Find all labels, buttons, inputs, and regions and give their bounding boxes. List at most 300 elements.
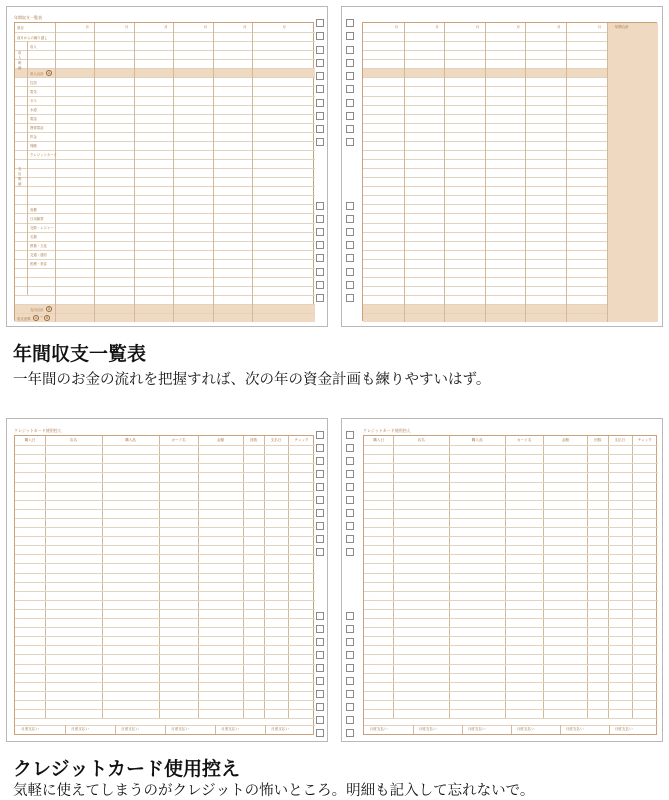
column-header: 購入日 — [24, 438, 36, 442]
date-dots: · · — [20, 556, 23, 561]
binder-hole-icon — [316, 85, 324, 93]
grid-row-line — [15, 304, 315, 305]
binder-hole-icon — [316, 241, 324, 249]
grid-row-line — [15, 545, 315, 546]
grid-row-line — [15, 673, 315, 674]
grid-row-line — [364, 600, 658, 601]
date-dots: · · — [369, 456, 372, 461]
section1-subtitle: 一年間のお金の流れを把握すれば、次の年の資金計画も練りやすいはず。 — [13, 372, 491, 388]
column-header: 回数 — [249, 438, 258, 442]
grid-col-line — [45, 436, 46, 718]
grid-col-line — [252, 23, 253, 322]
grid-row-line — [15, 223, 315, 224]
grid-row-line — [15, 500, 315, 501]
grid-col-line — [288, 436, 289, 718]
binder-hole-icon — [316, 268, 324, 276]
grid-col-line — [243, 436, 244, 718]
binder-hole-icon — [316, 716, 324, 724]
grid-row-line — [364, 582, 658, 583]
binder-hole-icon — [316, 638, 324, 646]
binder-hole-icon — [346, 46, 354, 54]
date-dots: · · — [369, 493, 372, 498]
binder-hole-icon — [316, 548, 324, 556]
grid-row-line — [364, 709, 658, 710]
grid-row-line — [15, 132, 315, 133]
binder-hole-icon — [346, 677, 354, 685]
expense-row-label: ガス — [30, 99, 37, 104]
date-dots: · · — [20, 684, 23, 689]
expense-row-label: 交通・通信 — [30, 253, 47, 258]
date-dots: · · — [369, 693, 372, 698]
binder-hole-icon — [346, 444, 354, 452]
annual-grid-left — [14, 22, 314, 321]
grid-row-line — [15, 491, 315, 492]
date-dots: · · — [369, 656, 372, 661]
binder-hole-icon — [316, 483, 324, 491]
date-dots: · · — [369, 447, 372, 452]
binder-hole-icon — [316, 651, 324, 659]
footer-label: 月度支払い — [71, 727, 89, 732]
binder-hole-icon — [346, 664, 354, 672]
month-header: 月 — [203, 25, 208, 29]
month-header: 月 — [597, 25, 602, 29]
grid-row-line — [364, 682, 658, 683]
binder-hole-icon — [346, 99, 354, 107]
grid-row-line — [15, 691, 315, 692]
column-header: 金額 — [216, 438, 225, 442]
date-dots: · · — [369, 520, 372, 525]
column-header: 購入品 — [125, 438, 136, 442]
month-header: 月 — [435, 25, 439, 29]
binder-hole-icon — [346, 294, 354, 302]
binder-hole-icon — [316, 729, 324, 737]
binder-hole-icon — [346, 522, 354, 530]
grid-col-line — [173, 23, 174, 322]
binder-hole-icon — [316, 112, 324, 120]
grid-row-line — [364, 700, 658, 701]
grid-col-line — [449, 436, 450, 718]
binder-hole-icon — [346, 228, 354, 236]
date-dots: · · — [20, 656, 23, 661]
binder-hole-icon — [316, 46, 324, 54]
date-dots: · · — [369, 529, 372, 534]
expense-row-label: 衣類 — [30, 235, 37, 240]
sheet-title: 年間収支一覧表 — [14, 15, 42, 20]
footer-label: 月度支払い — [369, 727, 388, 732]
date-dots: · · — [20, 474, 23, 479]
expense-row-label: 食費 — [30, 207, 37, 212]
binder-hole-icon — [316, 690, 324, 698]
binder-hole-icon — [316, 281, 324, 289]
date-dots: · · — [20, 666, 23, 670]
expense-row-label: 水道 — [30, 108, 37, 113]
date-dots: · · — [369, 638, 372, 643]
expense-row-label: 教養・文化 — [30, 244, 47, 249]
binder-hole-icon — [316, 677, 324, 685]
grid-col-line — [525, 23, 526, 322]
header-item: 項目 — [17, 26, 24, 30]
grid-row-line — [15, 509, 315, 510]
income-total-band — [15, 68, 315, 77]
date-dots: · · — [369, 556, 372, 561]
month-header: 月 — [124, 25, 129, 29]
grid-row-line — [15, 159, 315, 160]
grid-row-line — [15, 682, 315, 683]
grid-row-line — [15, 86, 315, 87]
section1-title: 年間収支一覧表 — [13, 343, 147, 365]
binder-hole-icon — [346, 470, 354, 478]
balance-minus: − — [40, 315, 43, 320]
column-header: 店名 — [417, 438, 425, 442]
credit-sheet-right — [341, 418, 663, 742]
date-dots: · · — [369, 502, 372, 507]
binder-hole-icon — [346, 638, 354, 646]
grid-col-line — [159, 436, 160, 718]
grid-row-line — [364, 627, 658, 628]
expense-row-label: 電気 — [30, 89, 37, 94]
grid-row-line — [364, 664, 658, 665]
grid-row-line — [15, 454, 315, 455]
expense-row-label: 住居 — [30, 80, 37, 85]
binder-hole-icon — [346, 19, 354, 27]
grid-row-line — [15, 627, 315, 628]
grid-row-line — [15, 573, 315, 574]
grid-row-line — [364, 545, 658, 546]
grid-row-line — [15, 150, 315, 151]
date-dots: · · — [369, 666, 372, 670]
expense-row-label: 貯金 — [30, 135, 37, 140]
date-dots: · · — [369, 684, 372, 689]
grid-row-line — [15, 250, 315, 251]
section2-title: クレジットカード使用控え — [13, 758, 240, 780]
binder-hole-icon — [316, 72, 324, 80]
month-header: 月 — [242, 25, 247, 29]
date-dots: · · — [369, 702, 372, 707]
grid-row-line — [364, 573, 658, 574]
binder-hole-icon — [346, 690, 354, 698]
grid-row-line — [15, 259, 315, 260]
date-dots: · · — [20, 447, 23, 452]
month-header: 月 — [282, 25, 286, 29]
grid-col-line — [543, 436, 544, 718]
credit-grid-left — [14, 435, 314, 735]
expense-group-label: 支出明細 — [18, 167, 22, 187]
grid-col-line — [55, 23, 56, 322]
binder-hole-icon — [346, 72, 354, 80]
grid-row-line — [364, 463, 658, 464]
date-dots: · · — [20, 675, 23, 680]
row-carry-label: 前月からの繰り越し — [17, 35, 48, 40]
grid-row-line — [15, 286, 315, 287]
grid-row-line — [15, 636, 315, 637]
grid-col-line — [566, 23, 567, 322]
binder-hole-icon — [316, 496, 324, 504]
row-income-total-label: 収入合計 — [30, 71, 44, 76]
grid-col-line — [213, 23, 214, 322]
date-dots: · · — [20, 465, 23, 470]
grid-row-line — [364, 563, 658, 564]
binder-hole-icon — [316, 32, 324, 40]
grid-row-line — [15, 463, 315, 464]
grid-row-line — [15, 114, 315, 115]
date-dots: · · — [369, 593, 372, 598]
date-dots: · · — [369, 575, 372, 579]
grid-row-line — [15, 664, 315, 665]
date-dots: · · — [20, 702, 23, 707]
grid-col-line — [404, 23, 405, 322]
grid-col-line — [198, 436, 199, 718]
expense-row-label: 医療・美容 — [30, 262, 47, 267]
grid-row-line — [15, 105, 315, 106]
footer-label: 月度支払い — [121, 727, 139, 732]
column-header: 支払日 — [614, 438, 626, 442]
grid-row-line — [15, 313, 315, 314]
grid-col-line — [27, 41, 28, 295]
grid-row-line — [364, 536, 658, 537]
grid-row-line — [364, 472, 658, 473]
date-dots: · · — [20, 484, 23, 488]
binder-hole-icon — [316, 522, 324, 530]
grid-row-line — [15, 718, 315, 719]
binder-hole-icon — [316, 703, 324, 711]
date-dots: · · — [20, 693, 23, 698]
grid-row-line — [364, 500, 658, 501]
month-header: 月 — [164, 25, 168, 29]
binder-hole-icon — [346, 509, 354, 517]
expense-total-mark: B — [48, 307, 51, 312]
date-dots: · · — [20, 584, 23, 589]
date-dots: · · — [369, 602, 372, 607]
grid-col-line — [444, 23, 445, 322]
binder-hole-icon — [346, 59, 354, 67]
column-header: チェック — [294, 438, 309, 442]
annual-sheet-left — [6, 6, 328, 327]
binder-hole-icon — [346, 268, 354, 276]
date-dots: · · — [20, 647, 23, 652]
footer-label: 月度支払い — [171, 727, 189, 732]
grid-row-line — [15, 482, 315, 483]
footer-label: 月度支払い — [467, 727, 486, 732]
binder-hole-icon — [346, 125, 354, 133]
binder-hole-icon — [316, 444, 324, 452]
expense-row-label: 電話 — [30, 117, 37, 122]
date-dots: · · — [369, 465, 372, 470]
year-total-column — [607, 23, 658, 322]
binder-hole-icon — [346, 703, 354, 711]
date-dots: · · — [20, 575, 23, 579]
grid-row-line — [364, 645, 658, 646]
grid-row-line — [364, 636, 658, 637]
binder-hole-icon — [346, 496, 354, 504]
date-dots: · · — [20, 638, 23, 643]
column-header: チェック — [637, 438, 652, 442]
income-group-label: 収入明細 — [18, 51, 22, 71]
grid-row-line — [15, 709, 315, 710]
grid-row-line — [364, 527, 658, 528]
grid-col-line — [134, 23, 135, 322]
month-header: 月 — [85, 25, 89, 29]
date-dots: · · — [369, 565, 372, 570]
date-dots: · · — [369, 675, 372, 680]
expense-row-label: 日用雑貨 — [30, 216, 44, 221]
expense-row-label: 携帯電話 — [30, 126, 44, 131]
grid-row-line — [364, 718, 658, 719]
income-total-mark: A — [48, 71, 51, 76]
footer-label: 月度支払い — [614, 727, 633, 732]
month-header: 月 — [557, 25, 561, 29]
binder-hole-icon — [346, 112, 354, 120]
grid-row-line — [15, 700, 315, 701]
binder-hole-icon — [316, 99, 324, 107]
grid-row-line — [15, 527, 315, 528]
binder-hole-icon — [346, 85, 354, 93]
footer-label: 月度支払い — [21, 727, 39, 732]
grid-col-line — [632, 436, 633, 718]
grid-row-line — [15, 177, 315, 178]
column-header: 店名 — [69, 438, 78, 442]
binder-hole-icon — [316, 457, 324, 465]
grid-row-line — [364, 445, 658, 446]
binder-hole-icon — [316, 202, 324, 210]
expense-row-label: 保険 — [30, 144, 37, 149]
grid-row-line — [15, 618, 315, 619]
binder-hole-icon — [346, 457, 354, 465]
binder-hole-icon — [316, 19, 324, 27]
column-header: 支払日 — [270, 438, 282, 442]
date-dots: · · — [369, 647, 372, 652]
year-total-header: 年間合計 — [614, 25, 629, 29]
grid-row-line — [15, 68, 315, 69]
binder-hole-icon — [346, 281, 354, 289]
date-dots: · · — [20, 529, 23, 534]
binder-hole-icon — [316, 470, 324, 478]
binder-hole-icon — [346, 483, 354, 491]
column-header: 購入日 — [373, 438, 385, 442]
binder-hole-icon — [346, 612, 354, 620]
grid-row-line — [364, 454, 658, 455]
grid-row-line — [15, 591, 315, 592]
grid-row-line — [15, 168, 315, 169]
binder-hole-icon — [346, 138, 354, 146]
binder-hole-icon — [316, 254, 324, 262]
grid-row-line — [15, 204, 315, 205]
column-header: 回数 — [594, 438, 602, 442]
grid-row-line — [364, 509, 658, 510]
grid-row-line — [364, 491, 658, 492]
row-balance-label: 収支決算 — [17, 316, 31, 321]
date-dots: · · — [20, 620, 23, 625]
grid-row-line — [364, 482, 658, 483]
sheet-title: クレジットカード使用控え — [14, 428, 62, 433]
grid-col-line — [264, 436, 265, 718]
date-dots: · · — [369, 547, 372, 552]
binder-hole-icon — [316, 215, 324, 223]
footer-label: 月度支払い — [271, 727, 289, 732]
grid-col-line — [607, 23, 608, 322]
binder-hole-icon — [316, 138, 324, 146]
date-dots: · · — [369, 511, 372, 516]
date-dots: · · — [20, 629, 23, 634]
date-dots: · · — [369, 611, 372, 616]
sheet-title: クレジットカード使用控え — [363, 428, 411, 433]
annual-sheet-right — [341, 6, 663, 327]
grid-col-line — [94, 23, 95, 322]
binder-hole-icon — [346, 548, 354, 556]
expense-row-label: クレジットカード — [30, 153, 57, 158]
grid-row-line — [15, 41, 315, 42]
binder-hole-icon — [316, 59, 324, 67]
binder-hole-icon — [346, 716, 354, 724]
section2-subtitle: 気軽に使えてしまうのがクレジットの怖いところ。明細も記入して忘れないで。 — [13, 783, 535, 799]
column-header: 金額 — [561, 438, 569, 442]
grid-row-line — [15, 186, 315, 187]
grid-col-line — [505, 436, 506, 718]
grid-row-line — [15, 609, 315, 610]
grid-row-line — [15, 536, 315, 537]
footer-label: 月度支払い — [565, 727, 584, 732]
grid-row-line — [15, 96, 315, 97]
column-header: カード名 — [517, 438, 532, 442]
grid-row-line — [15, 59, 315, 60]
date-dots: · · — [369, 484, 372, 488]
grid-row-line — [15, 563, 315, 564]
column-header: 購入品 — [471, 438, 483, 442]
footer-label: 月度支払い — [221, 727, 239, 732]
binder-hole-icon — [316, 294, 324, 302]
grid-col-line — [587, 436, 588, 718]
grid-row-line — [15, 241, 315, 242]
grid-row-line — [364, 591, 658, 592]
binder-hole-icon — [346, 32, 354, 40]
grid-row-line — [15, 277, 315, 278]
grid-row-line — [15, 77, 315, 78]
month-header: 月 — [516, 25, 520, 29]
date-dots: · · — [369, 584, 372, 589]
grid-col-line — [393, 436, 394, 718]
grid-row-line — [364, 673, 658, 674]
grid-row-line — [15, 645, 315, 646]
binder-hole-icon — [346, 651, 354, 659]
grid-col-line — [608, 436, 609, 718]
grid-col-line — [102, 436, 103, 718]
binder-hole-icon — [346, 625, 354, 633]
grid-row-line — [15, 123, 315, 124]
credit-sheet-left — [6, 418, 328, 742]
binder-hole-icon — [316, 431, 324, 439]
date-dots: · · — [369, 538, 372, 543]
date-dots: · · — [20, 456, 23, 461]
date-dots: · · — [20, 547, 23, 552]
credit-grid-right — [363, 435, 657, 735]
grid-row-line — [15, 445, 315, 446]
grid-row-line — [15, 213, 315, 214]
date-dots: · · — [369, 620, 372, 625]
binder-hole-icon — [346, 254, 354, 262]
month-header: 月 — [394, 25, 399, 29]
binder-hole-icon — [316, 612, 324, 620]
grid-row-line — [364, 609, 658, 610]
binder-hole-icon — [346, 241, 354, 249]
binder-hole-icon — [316, 228, 324, 236]
grid-row-line — [15, 554, 315, 555]
date-dots: · · — [20, 493, 23, 498]
grid-row-line — [364, 691, 658, 692]
date-dots: · · — [20, 520, 23, 525]
grid-row-line — [15, 518, 315, 519]
grid-col-line — [485, 23, 486, 322]
balance-mark-b: B — [46, 316, 49, 321]
grid-row-line — [15, 141, 315, 142]
